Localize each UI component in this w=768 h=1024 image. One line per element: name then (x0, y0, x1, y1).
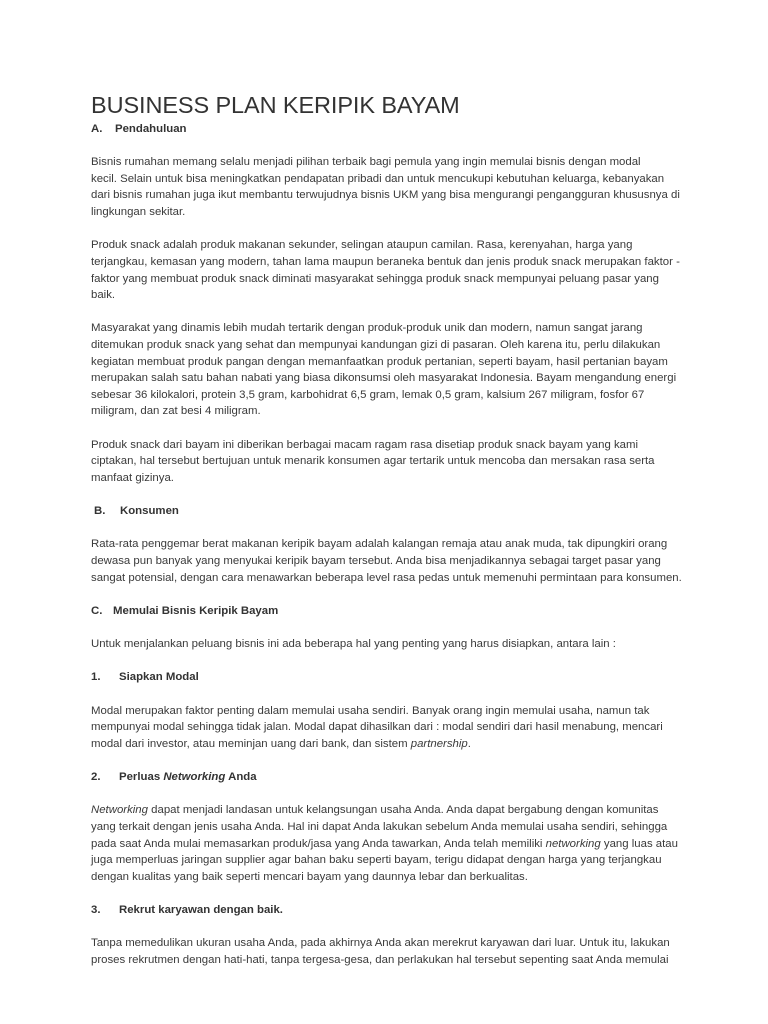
text-line: Untuk menjalankan peluang bisnis ini ada beberapa hal yang penting yang harus disiapkan, antara lain : (91, 638, 616, 651)
section-a-number: A. (91, 123, 103, 135)
text-line: manfaat gizinya. (91, 471, 174, 484)
paragraph (91, 703, 683, 753)
text-line: baik. (91, 289, 116, 302)
text-line: dewasa pun banyak yang menyukai keripik bayam tersebut. Anda bisa menjadikannya sebagai target pasar yang (91, 555, 661, 567)
paragraph (91, 154, 683, 220)
paragraph (91, 237, 683, 303)
item-3-title: Rekrut karyawan dengan baik. (119, 904, 283, 917)
text-line: dengan kualitas yang baik seperti mencari bayam yang daunnya lebar dan berkualitas. (91, 870, 528, 883)
text-line: Bisnis rumahan memang selalu menjadi pilihan terbaik bagi pemula yang ingin memulai bisnis dengan modal (91, 156, 641, 169)
emphasis-text: networking (545, 837, 601, 850)
paragraph (91, 802, 683, 885)
text-line: merupakan salah satu bahan nabati yang biasa dikonsumsi oleh masyarakat Indonesia. Bayam mengandung energi (91, 372, 677, 385)
item-2-title: Perluas (119, 771, 164, 784)
text-line: pada saat Anda mulai memasarkan produk/jasa yang Anda tawarkan, Anda telah memiliki (91, 837, 546, 850)
text-line: modal dari investor, atau meminjan uang dari bank, dan sistem (91, 737, 411, 750)
text-line: miligram, dan zat besi 4 miligram. (91, 405, 261, 418)
text-line: dari bisnis rumahan juga ikut membantu terwujudnya bisnis UKM yang bisa mengurangi pengangguran khususnya di (91, 189, 680, 202)
section-c-heading (91, 603, 683, 620)
text-line: yang luas atau (600, 837, 678, 850)
item-1-title: Siapkan Modal (119, 671, 199, 684)
section-c-title: Memulai Bisnis Keripik Bayam (113, 604, 279, 617)
section-a-title: Pendahuluan (115, 123, 187, 135)
text-line: ditemukan produk snack yang sehat dan mempunyai kandungan gizi di pasaran. Oleh karena itu, perlu dilakukan (91, 339, 661, 351)
text-line: Produk snack dari bayam ini diberikan berbagai macam ragam rasa disetiap produk snack bayam yang kami (91, 438, 639, 451)
text-line: sangat potensial, dengan cara menawarkan beberapa level rasa pedas untuk memenuhi permintaan para konsumen. (91, 571, 682, 584)
paragraph (91, 536, 683, 586)
emphasis-text: Networking (91, 804, 148, 817)
section-c-number: C. (91, 604, 103, 617)
document-body (91, 121, 683, 985)
item-1-heading (91, 669, 683, 686)
text-line: Rata-rata penggemar berat makanan keripik bayam adalah kalangan remaja atau anak muda, tak dipungkiri orang (91, 538, 668, 551)
text-line: proses rekrutmen dengan hati-hati, tanpa tergesa-gesa, dan perlakukan hal tersebut sepenting saat Anda memulai (91, 954, 669, 966)
section-a-heading (91, 121, 683, 138)
item-1-number: 1. (91, 671, 101, 684)
text-line: Tanpa memedulikan ukuran usaha Anda, pada akhirnya Anda akan merekrut karyawan dari luar. Untuk itu, lakukan (91, 937, 670, 950)
emphasis-text: partnership (410, 737, 468, 750)
text-line: dapat menjadi landasan untuk kelangsungan usaha Anda. Anda dapat bergabung dengan komunitas (147, 804, 659, 817)
text-line: Modal merupakan faktor penting dalam memulai usaha sendiri. Banyak orang ingin memulai usaha, namun tak (91, 704, 650, 717)
text-line: . (467, 737, 471, 750)
item-3-number: 3. (91, 904, 101, 917)
paragraph (91, 437, 683, 487)
document-title: BUSINESS PLAN KERIPIK BAYAM (91, 92, 460, 118)
text-line: ciptakan, hal tersebut bertujuan untuk menarik konsumen agar tertarik untuk mencoba dan mersakan rasa serta (91, 455, 655, 468)
paragraph (91, 320, 683, 420)
text-line: juga memperluas jaringan supplier agar bahan baku seperti bayam, terigu didapat dengan harga yang terjangkau (91, 854, 662, 867)
text-line: kecil. Selain untuk bisa meningkatkan pendapatan pribadi dan untuk mencukupi kebutuhan keluarga, kebanyakan (91, 172, 665, 185)
item-2-heading (91, 769, 683, 786)
text-line: terjangkau, kemasan yang modern, tahan lama maupun beraneka bentuk dan jenis produk snack merupakan faktor - (91, 255, 680, 268)
paragraph (91, 636, 683, 653)
section-b-title: Konsumen (120, 505, 179, 518)
item-2-title-end: Anda (225, 771, 257, 784)
text-line: lingkungan sekitar. (91, 206, 186, 219)
text-line: yang terkait dengan jenis usaha Anda. Hal ini dapat Anda lakukan sebelum Anda memulai usaha sendiri, sehingga (91, 821, 668, 834)
text-line: Produk snack adalah produk makanan sekunder, selingan ataupun camilan. Rasa, kerenyahan, harga yang (91, 239, 633, 252)
item-2-number: 2. (91, 771, 101, 784)
section-b-heading (91, 503, 683, 520)
section-b-number: B. (94, 505, 106, 518)
paragraph (91, 935, 683, 968)
text-line: mempunyai modal sehingga tidak jalan. Modal dapat dihasilkan dari : modal sendiri dari hasil menabung, mencari (91, 721, 663, 734)
text-line: faktor yang membuat produk snack diminati masyarakat sehingga produk snack mempunyai peluang pasar yang (91, 272, 659, 285)
text-line: sebesar 36 kilokalori, protein 3,5 gram, karbohidrat 6,5 gram, lemak 0,5 gram, kalsium 267 miligram, fosfor 67 (91, 388, 645, 401)
item-2-title-emphasis: Networking (163, 771, 226, 784)
item-3-heading (91, 902, 683, 919)
text-line: kegiatan membuat produk pangan dengan memanfaatkan produk pertanian, seperti bayam, hasil pertanian bayam (91, 355, 668, 368)
text-line: Masyarakat yang dinamis lebih mudah tertarik dengan produk-produk unik dan modern, namun sangat jarang (91, 322, 643, 335)
